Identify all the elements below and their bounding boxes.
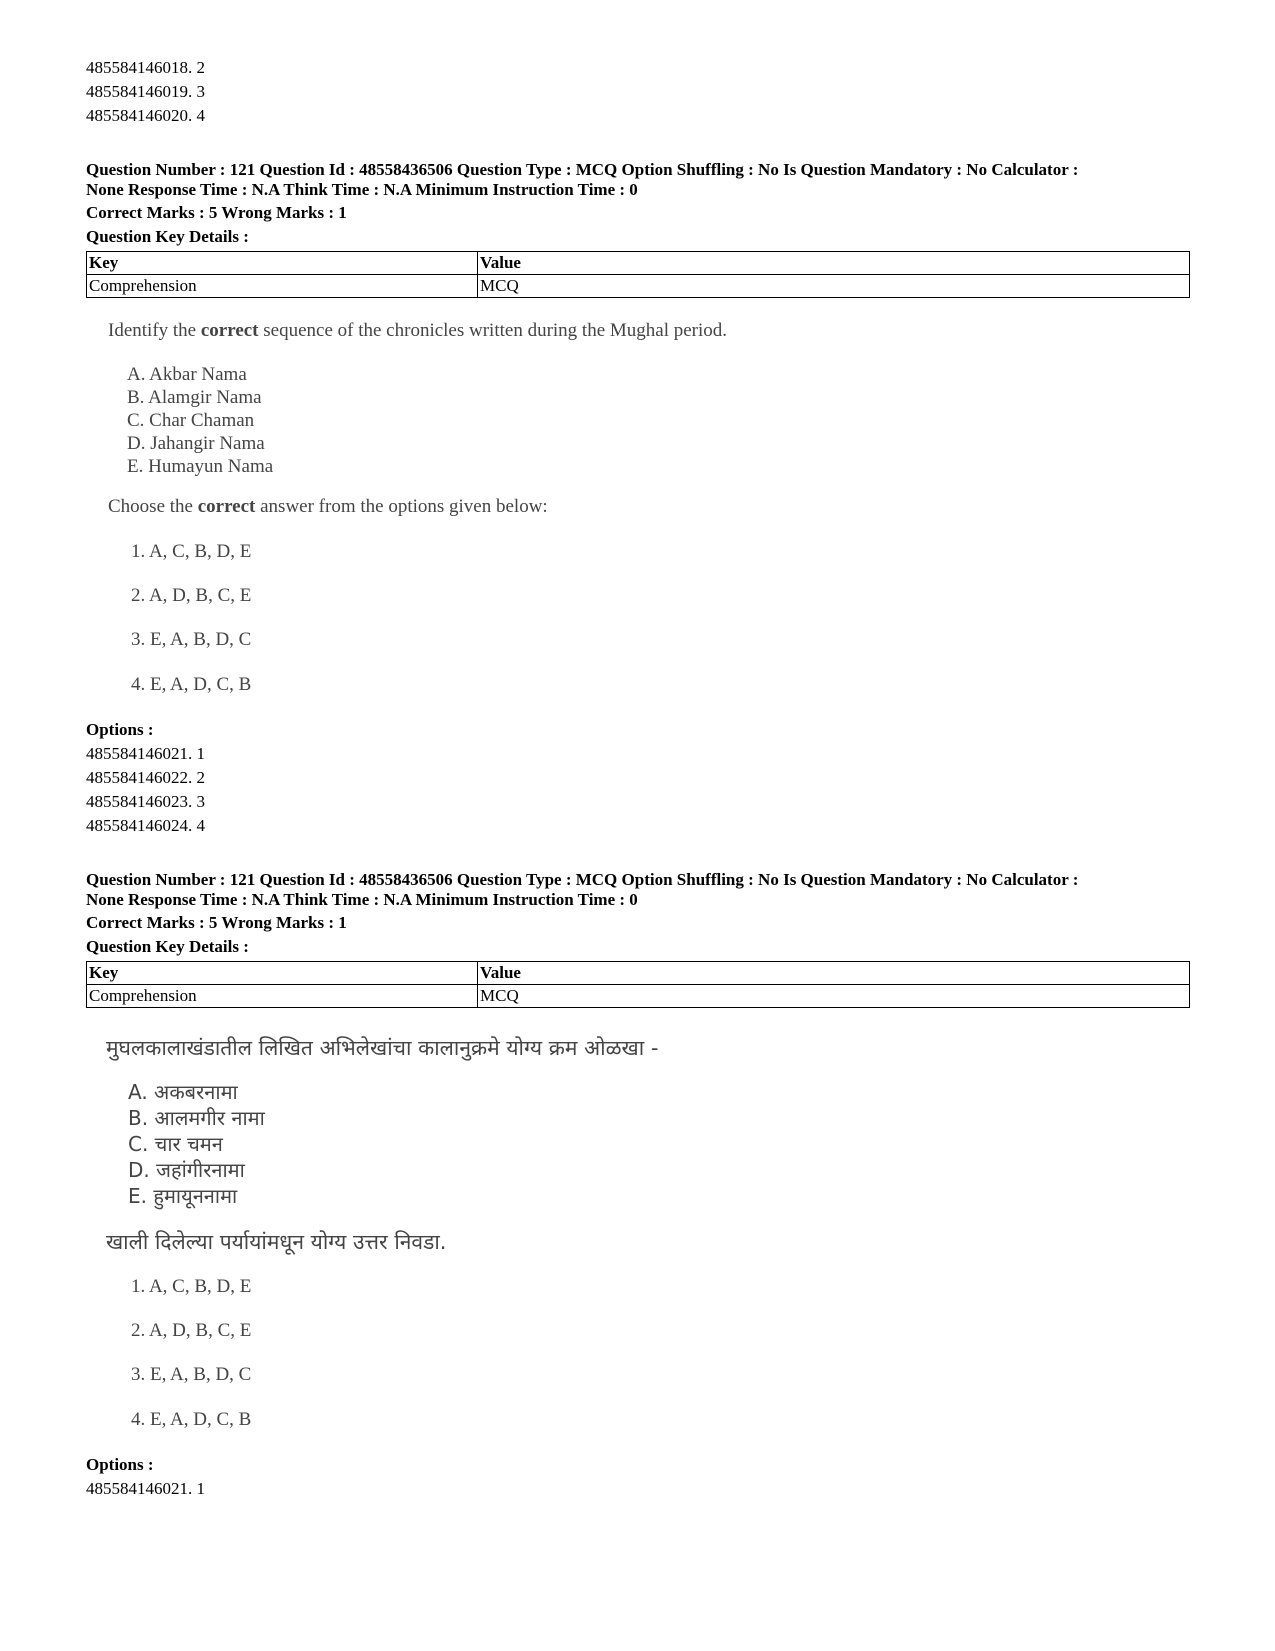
stem-text: sequence of the chronicles written during the Mughal period. [258, 320, 728, 341]
choose-text: Choose the [108, 496, 198, 517]
table-header-value: Value [478, 252, 1190, 275]
choose-bold: correct [197, 496, 256, 517]
list-item: D. Jahangir Nama [127, 433, 265, 454]
option-line: 485584146020. 4 [86, 106, 205, 125]
option-line: 485584146024. 4 [86, 816, 205, 835]
question-meta [86, 870, 1196, 910]
list-item: A. Akbar Nama [127, 364, 247, 385]
marks-line: Correct Marks : 5 Wrong Marks : 1 [86, 203, 347, 222]
question-meta-line1: Question Number : 121 Question Id : 48558436506 Question Type : MCQ Option Shuffling : No Is Question Mandatory : No Calculator : [86, 160, 1079, 179]
option-line: 485584146021. 1 [86, 744, 205, 763]
question-meta-line1: Question Number : 121 Question Id : 48558436506 Question Type : MCQ Option Shuffling : No Is Question Mandatory : No Calculator : [86, 870, 1079, 889]
option-line: 485584146018. 2 [86, 58, 205, 77]
list-item: B. आलमगीर नामा [128, 1106, 265, 1130]
list-item: C. Char Chaman [127, 410, 255, 431]
options-label: Options : [86, 720, 154, 739]
key-details-table [86, 251, 1190, 298]
question-stem [108, 320, 727, 342]
list-item: A. अकबरनामा [128, 1080, 238, 1104]
question-stem: मुघलकालाखंडातील लिखित अभिलेखांचा कालानुक्रमे योग्य क्रम ओळखा - [106, 1036, 659, 1060]
option-line: 485584146021. 1 [86, 1479, 205, 1498]
answer-choice: 2. A, D, B, C, E [131, 1320, 252, 1341]
table-cell-value: MCQ [478, 275, 1190, 298]
marks-line: Correct Marks : 5 Wrong Marks : 1 [86, 913, 347, 932]
answer-choice: 3. E, A, B, D, C [131, 1364, 252, 1385]
list-item: E. हुमायूननामा [128, 1184, 238, 1208]
answer-choice: 2. A, D, B, C, E [131, 585, 252, 606]
choose-instruction: खाली दिलेल्या पर्यायांमधून योग्य उत्तर निवडा. [106, 1230, 447, 1254]
option-line: 485584146023. 3 [86, 792, 205, 811]
option-line: 485584146022. 2 [86, 768, 205, 787]
table-header-row [87, 252, 1190, 275]
table-row [87, 275, 1190, 298]
key-details-label: Question Key Details : [86, 227, 249, 246]
list-item: B. Alamgir Nama [127, 387, 262, 408]
answer-choice: 4. E, A, D, C, B [131, 674, 252, 695]
table-header-row [87, 962, 1190, 985]
question-meta-line2: None Response Time : N.A Think Time : N.A Minimum Instruction Time : 0 [86, 180, 638, 199]
key-details-label: Question Key Details : [86, 937, 249, 956]
table-header-key: Key [87, 962, 478, 985]
list-item: C. चार चमन [128, 1132, 223, 1156]
table-cell-key: Comprehension [87, 985, 478, 1008]
table-cell-key: Comprehension [87, 275, 478, 298]
options-label: Options : [86, 1455, 154, 1474]
table-header-value: Value [478, 962, 1190, 985]
question-meta-line2: None Response Time : N.A Think Time : N.A Minimum Instruction Time : 0 [86, 890, 638, 909]
list-item: E. Humayun Nama [127, 456, 274, 477]
table-header-key: Key [87, 252, 478, 275]
stem-bold: correct [200, 320, 259, 341]
stem-text: Identify the [108, 320, 201, 341]
table-row [87, 985, 1190, 1008]
choose-text: answer from the options given below: [255, 496, 548, 517]
key-details-table [86, 961, 1190, 1008]
answer-choice: 1. A, C, B, D, E [131, 541, 252, 562]
answer-choice: 1. A, C, B, D, E [131, 1276, 252, 1297]
table-cell-value: MCQ [478, 985, 1190, 1008]
answer-choice: 3. E, A, B, D, C [131, 629, 252, 650]
choose-instruction [108, 496, 548, 518]
option-line: 485584146019. 3 [86, 82, 205, 101]
answer-choice: 4. E, A, D, C, B [131, 1409, 252, 1430]
list-item: D. जहांगीरनामा [128, 1158, 245, 1182]
question-meta [86, 160, 1196, 200]
